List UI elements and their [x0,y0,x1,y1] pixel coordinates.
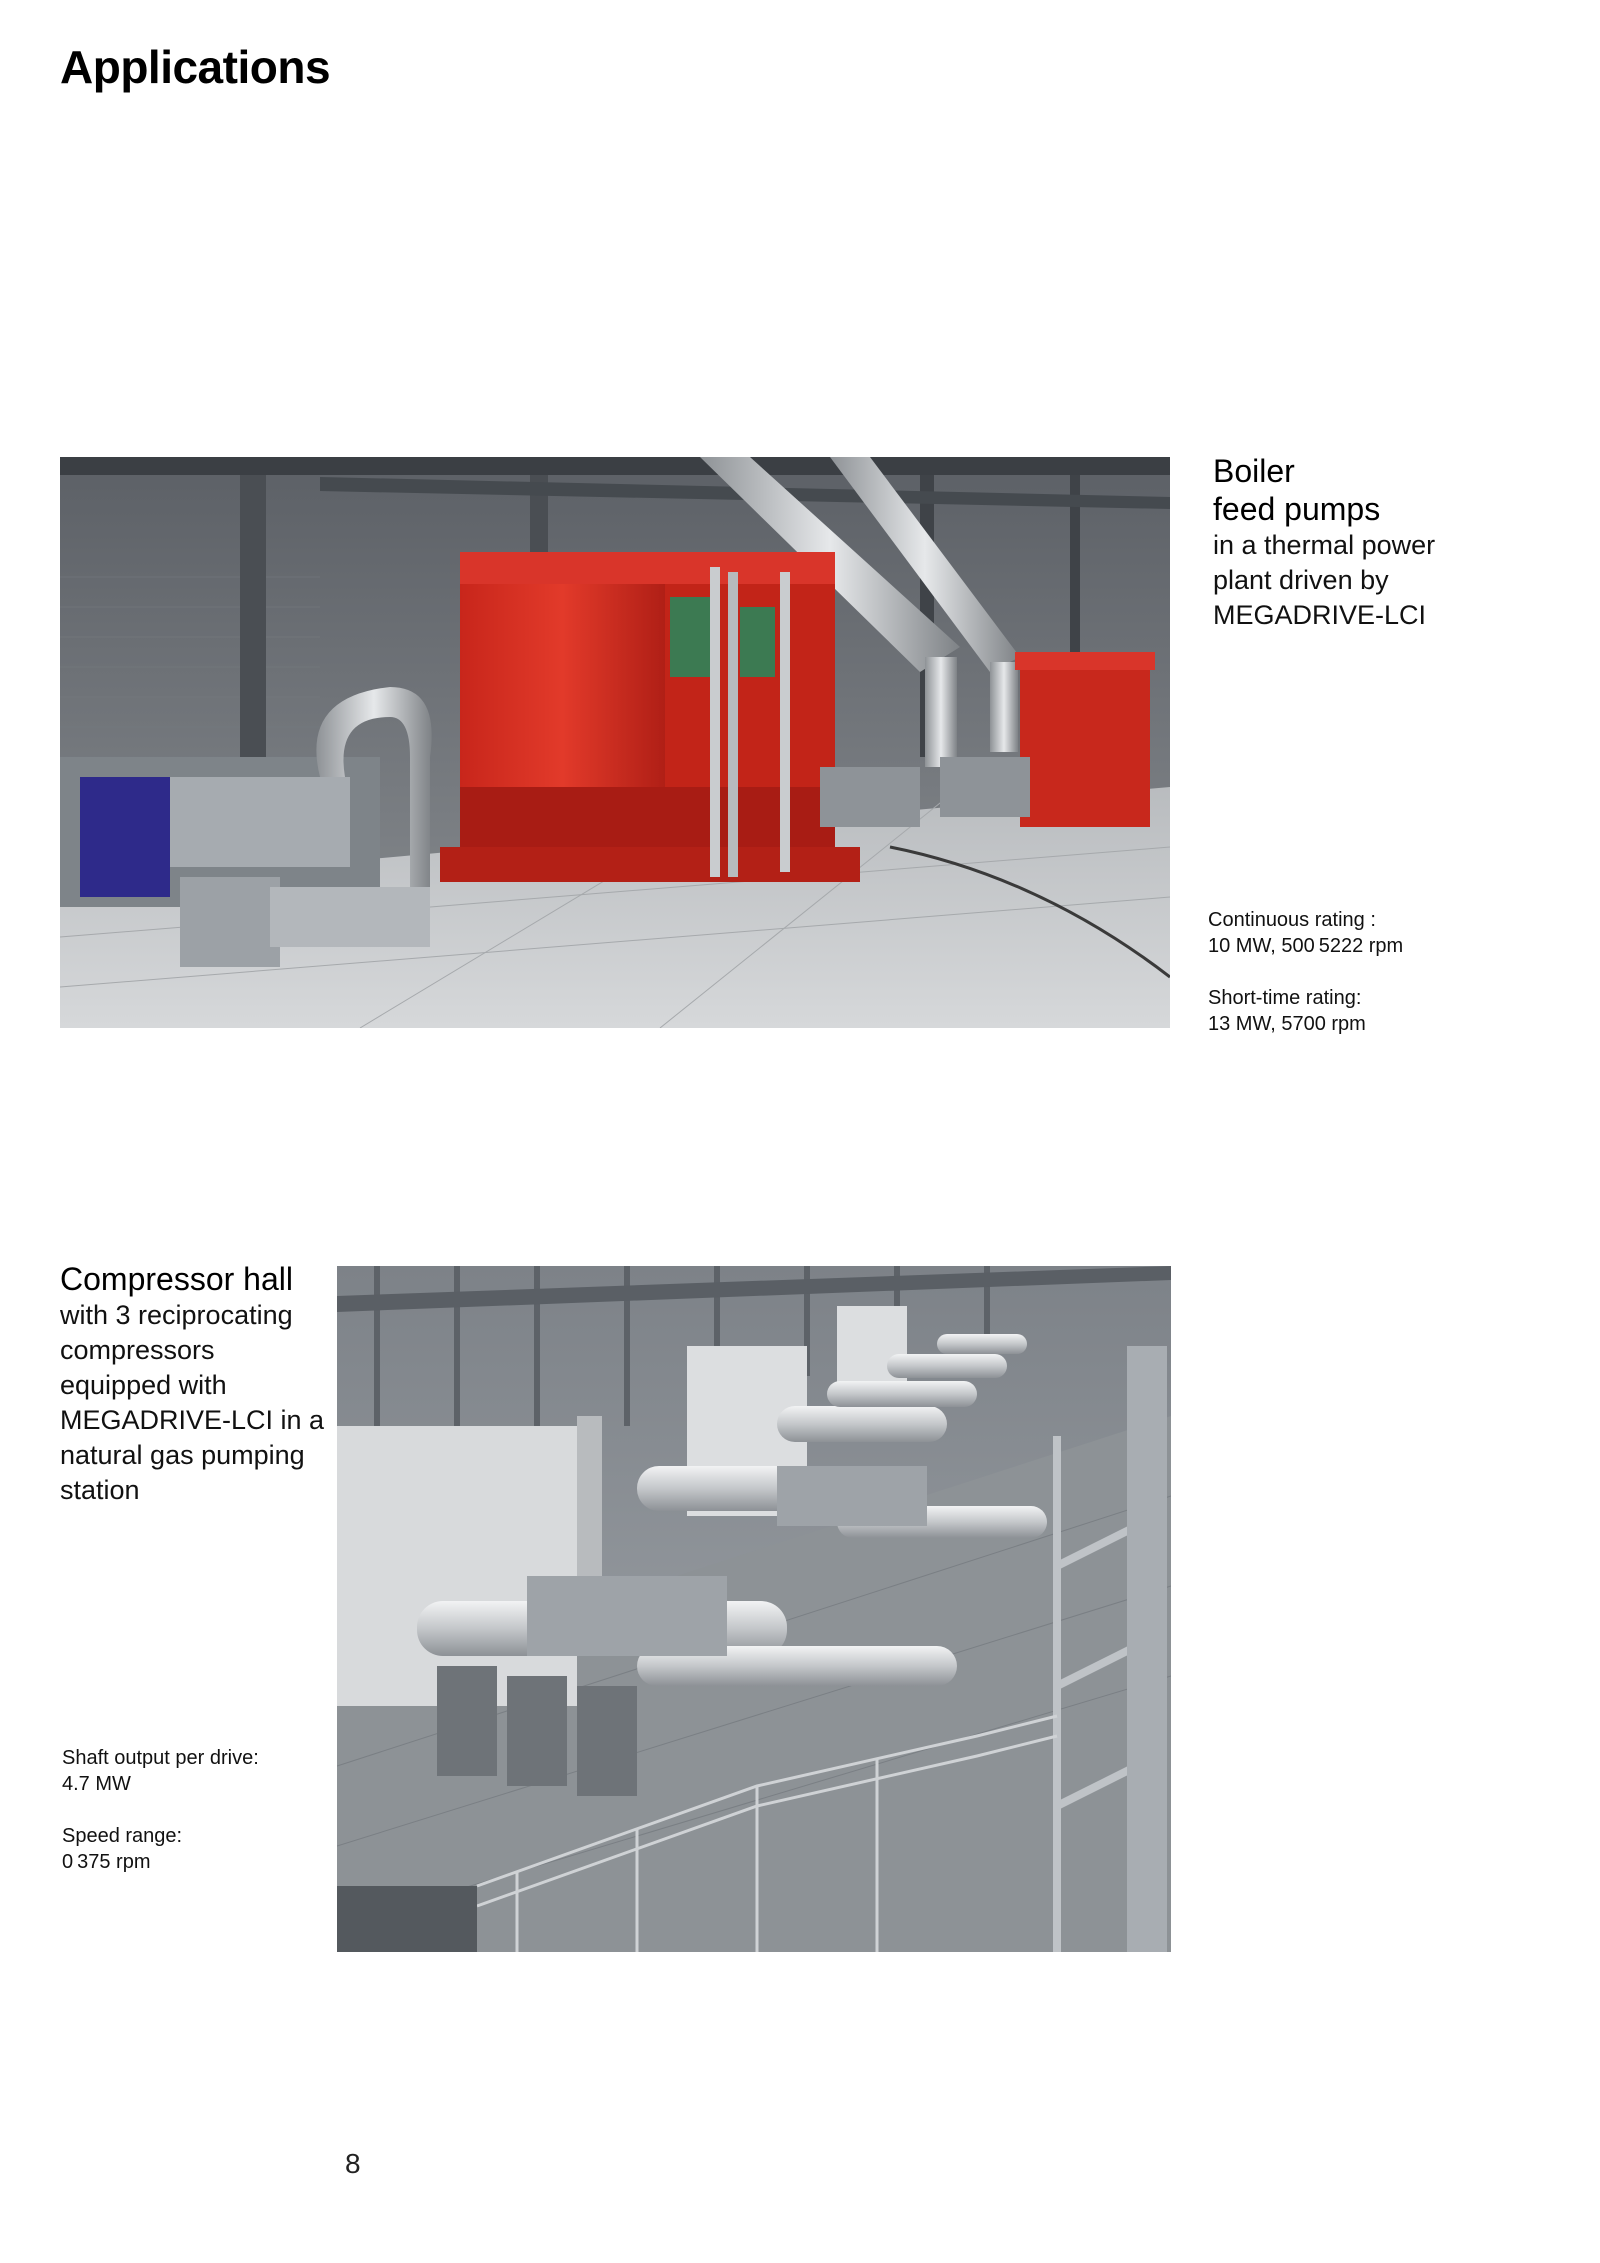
boiler-feed-pumps-photo [60,457,1170,1028]
page-title: Applications [60,41,331,93]
compressor-desc-line: station [60,1475,140,1505]
boiler-title-line1: Boiler [1213,453,1295,489]
compressor-desc-line: with 3 reciprocating [60,1300,293,1330]
boiler-desc-line: in a thermal power [1213,530,1436,560]
spec-label: Speed range: [62,1825,183,1847]
boiler-specs [1208,907,1578,1063]
spec-speed-range [62,1823,322,1875]
spec-value: 4.7 MW [62,1773,131,1795]
spec-continuous-rating [1208,907,1578,959]
spec-short-time-rating [1208,985,1578,1037]
spec-shaft-output [62,1745,322,1797]
compressor-desc-line: MEGADRIVE-LCI in a [60,1405,325,1435]
spec-value: 13 MW, 5700 rpm [1208,1013,1366,1035]
spec-label: Shaft output per drive: [62,1747,259,1769]
compressor-desc-line: natural gas pumping [60,1440,305,1470]
boiler-title-line2: feed pumps [1213,491,1381,527]
spec-value: 0 375 rpm [62,1851,151,1873]
compressor-desc-line: equipped with [60,1370,227,1400]
page-number: 8 [345,2148,361,2179]
spec-value: 10 MW, 500 5222 rpm [1208,935,1404,957]
boiler-desc-line: plant driven by [1213,565,1389,595]
spec-label: Continuous rating : [1208,909,1376,931]
compressor-hall-photo [337,1266,1171,1952]
spec-label: Short-time rating: [1208,987,1362,1009]
compressor-specs [62,1745,322,1901]
boiler-caption [1213,452,1573,633]
compressor-title: Compressor hall [60,1261,293,1297]
compressor-caption [60,1260,350,1508]
boiler-desc-line: MEGADRIVE-LCI [1213,600,1427,630]
compressor-desc-line: compressors [60,1335,215,1365]
